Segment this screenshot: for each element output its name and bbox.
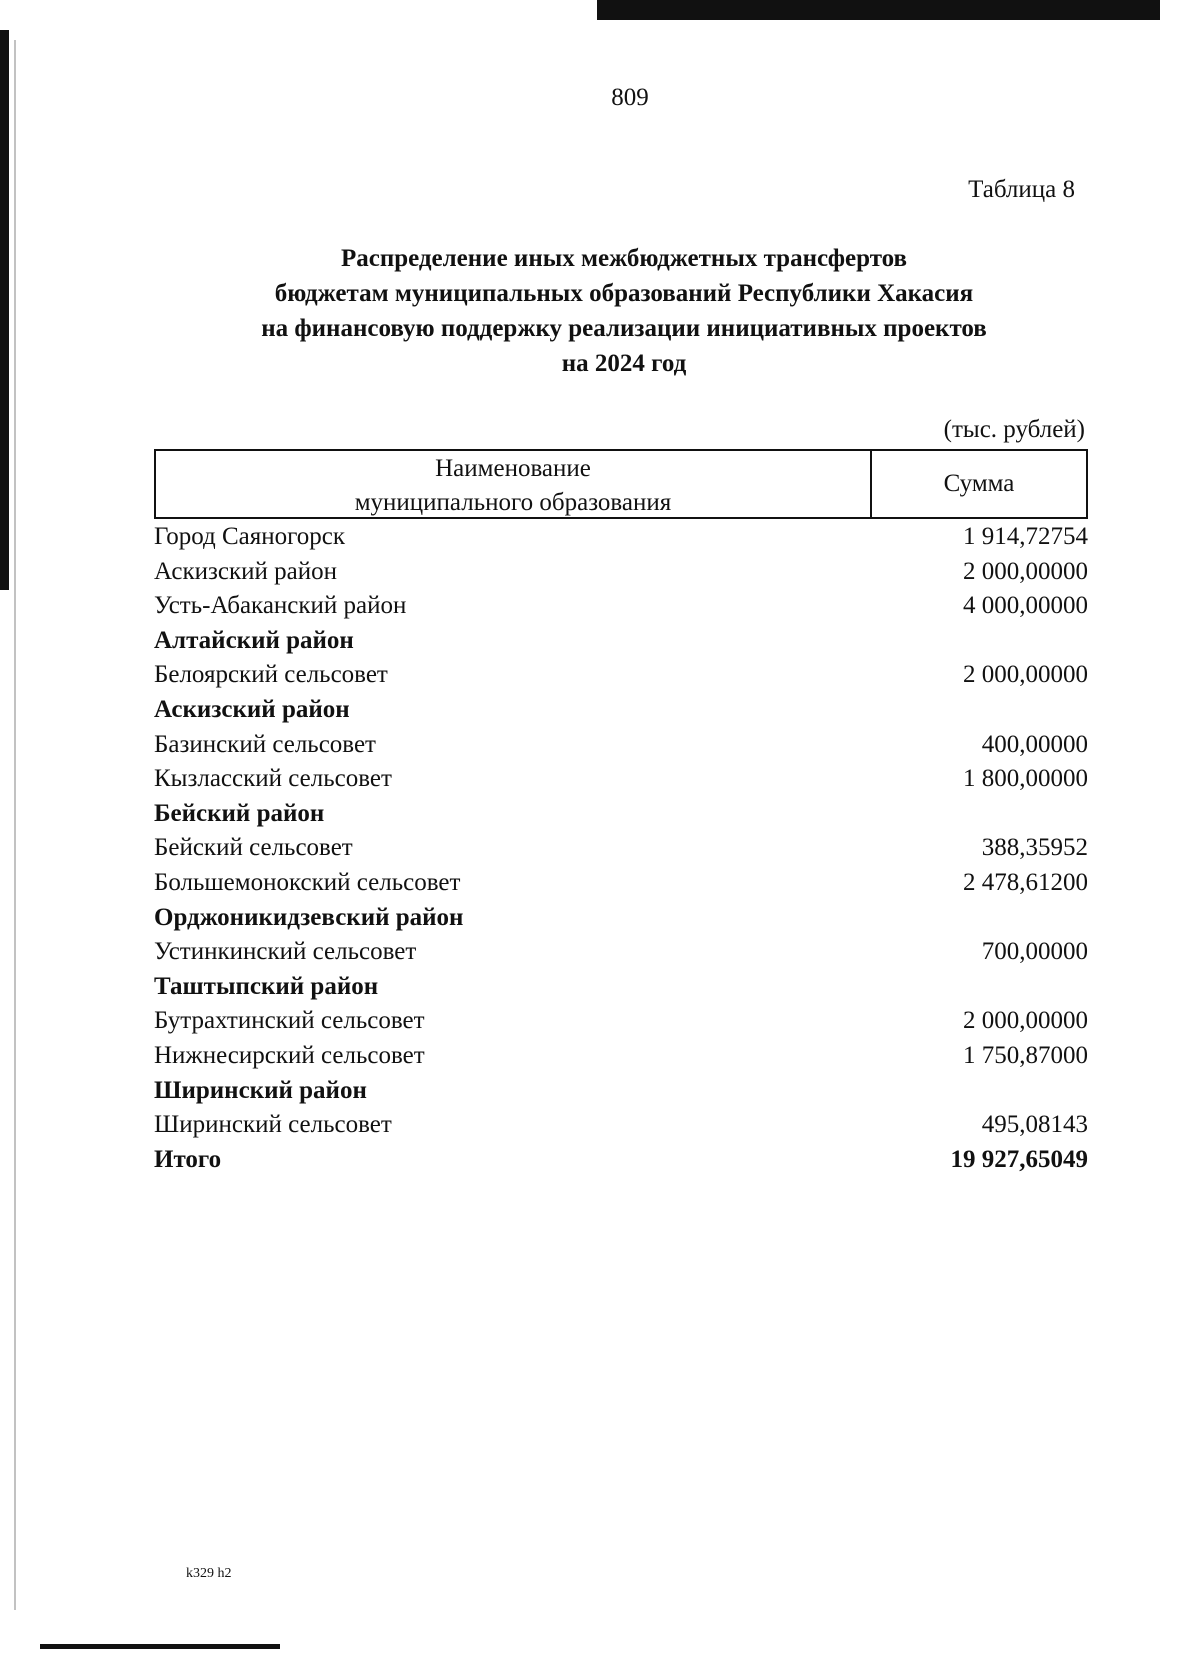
table-row — [154, 797, 1088, 832]
row-name: Орджоникидзевский район — [154, 903, 464, 931]
table-label: Таблица 8 — [968, 176, 1075, 203]
table-row — [154, 520, 1088, 555]
scan-border-top — [597, 0, 1160, 20]
table-row — [154, 658, 1088, 693]
row-name: Итого — [154, 1145, 222, 1173]
row-name: Аскизский район — [154, 557, 338, 585]
row-name: Бейский сельсовет — [154, 834, 353, 862]
footer-code: k329 h2 — [186, 1566, 232, 1581]
column-header-name-line: Наименование — [435, 455, 591, 482]
row-name: Аскизский район — [154, 695, 350, 723]
table-header — [154, 449, 1088, 519]
row-name: Большемонокский сельсовет — [154, 868, 461, 896]
column-header-name-line: муниципального образования — [354, 489, 672, 516]
table-row — [154, 970, 1088, 1005]
row-name: Ширинский район — [154, 1076, 367, 1104]
title-line: на 2024 год — [561, 350, 687, 377]
row-value: 4 000,00000 — [963, 592, 1088, 620]
row-name: Ширинский сельсовет — [154, 1111, 392, 1139]
title-line: бюджетам муниципальных образований Республики Хакасия — [274, 280, 974, 307]
scan-edge-line — [14, 40, 16, 1610]
table-row — [154, 589, 1088, 624]
table-body — [154, 520, 1088, 1177]
table-row — [154, 1108, 1088, 1143]
row-name: Город Саяногорск — [154, 523, 346, 550]
row-value: 2 000,00000 — [963, 557, 1088, 585]
row-name: Таштыпский район — [154, 972, 379, 1000]
table-row — [154, 1074, 1088, 1109]
row-name: Усть-Абаканский район — [154, 592, 407, 620]
table-row — [154, 935, 1088, 970]
title-line: Распределение иных межбюджетных трансфертов — [340, 245, 908, 272]
table-row — [154, 901, 1088, 936]
table-row — [154, 624, 1088, 659]
table-row — [154, 555, 1088, 590]
row-value: 495,08143 — [981, 1111, 1088, 1139]
row-name: Белоярский сельсовет — [154, 661, 388, 689]
row-value: 2 000,00000 — [963, 1007, 1088, 1035]
row-value: 400,00000 — [981, 730, 1088, 758]
page-number: 809 — [611, 84, 649, 111]
row-value: 1 914,72754 — [963, 523, 1088, 550]
scan-border-bottom — [40, 1644, 280, 1649]
table-row — [154, 1004, 1088, 1039]
row-value: 388,35952 — [981, 834, 1088, 862]
row-name: Бутрахтинский сельсовет — [154, 1007, 425, 1035]
units-label: (тыс. рублей) — [943, 416, 1085, 443]
document-title — [160, 241, 1088, 381]
table-row — [154, 1039, 1088, 1074]
row-value: 2 000,00000 — [963, 661, 1088, 689]
row-value: 2 478,61200 — [963, 868, 1088, 896]
title-line: на финансовую поддержку реализации инициативных проектов — [261, 315, 987, 342]
row-name: Алтайский район — [154, 626, 354, 654]
row-name: Нижнесирский сельсовет — [154, 1041, 425, 1069]
table-row — [154, 693, 1088, 728]
table-row — [154, 866, 1088, 901]
row-name: Бейский район — [154, 799, 325, 827]
column-header-sum: Сумма — [943, 470, 1015, 497]
table-row — [154, 831, 1088, 866]
row-name: Устинкинский сельсовет — [154, 938, 417, 966]
column-header-name — [156, 451, 872, 517]
row-value: 19 927,65049 — [950, 1145, 1088, 1173]
row-value: 1 800,00000 — [963, 765, 1088, 793]
row-value: 700,00000 — [981, 938, 1088, 966]
table-row — [154, 1143, 1088, 1178]
table-row — [154, 762, 1088, 797]
row-name: Базинский сельсовет — [154, 730, 376, 758]
row-name: Кызласский сельсовет — [154, 765, 392, 793]
row-value: 1 750,87000 — [963, 1041, 1088, 1069]
scan-border-left — [0, 30, 9, 590]
table-row — [154, 728, 1088, 763]
